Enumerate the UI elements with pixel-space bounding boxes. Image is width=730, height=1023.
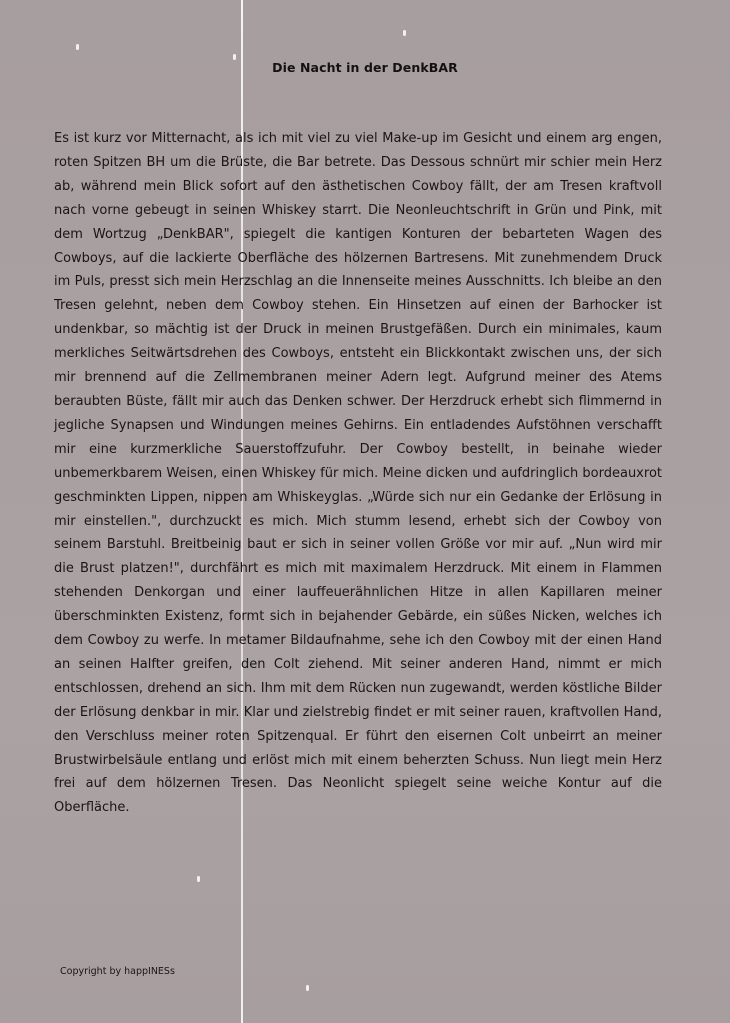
- glass-speck: [403, 30, 406, 36]
- glass-speck: [197, 876, 200, 882]
- copyright-notice: Copyright by happINESs: [60, 966, 175, 977]
- glass-speck: [306, 985, 309, 991]
- page-title: Die Nacht in der DenkBAR: [272, 60, 458, 76]
- story-text: [54, 127, 662, 820]
- glass-speck: [233, 54, 236, 60]
- glass-speck: [76, 44, 79, 50]
- story-paragraph: Es ist kurz vor Mitternacht, als ich mit viel zu viel Make-up im Gesicht und einem arg engen, roten Spitzen BH um die Brüste, die Bar betrete. Das Dessous schnürt mir schier mein Herz ab, während mein Blick sofort auf den ästhetischen Cowboy fällt, der am Tresen kraftvoll nach vorne gebeugt in seinen Whiskey starrt. Die Neonleuchtschrift in Grün und Pink, mit dem Wortzug „DenkBAR", spiegelt die kantigen Konturen der bebarteten Wagen des Cowboys, auf die lackierte Oberfläche des hölzernen Bartresens. Mit zunehmendem Druck im Puls, presst sich mein Herzschlag an die Innenseite meines Ausschnitts. Ich bleibe an den Tresen gelehnt, neben dem Cowboy stehen. Ein Hinsetzen auf einen der Barhocker ist undenkbar, so mächtig ist der Druck in meinen Brustgefäßen. Durch ein minimales, kaum merkliches Seitwärtsdrehen des Cowboys, entsteht ein Blickkontakt zwischen uns, der sich mir brennend auf die Zellmembranen meiner Adern legt. Aufgrund meiner des Atems beraubten Büste, fällt mir auch das Denken schwer. Der Herzdruck erhebt sich flimmernd in jegliche Synapsen und Windungen meines Gehirns. Ein entladendes Aufstöhnen verschafft mir eine kurzmerkliche Sauerstoffzufuhr. Der Cowboy bestellt, in beinahe wieder unbemerkbarem Weisen, einen Whiskey für mich. Meine dicken und aufdringlich bordeauxrot geschminkten Lippen, nippen am Whiskeyglas. „Würde sich nur ein Gedanke der Erlösung in mir einstellen.", durchzuckt es mich. Mich stumm lesend, erhebt sich der Cowboy von seinem Barstuhl. Breitbeinig baut er sich in seiner vollen Größe vor mir auf. „Nun wird mir die Brust platzen!", durchfährt es mich mit maximalem Herzdruck. Mit einem in Flammen stehenden Denkorgan und einer lauffeuerähnlichen Hitze in allen Kapillaren meiner überschminkten Existenz, formt sich in bejahender Gebärde, ein süßes Nicken, welches ich dem Cowboy zu werfe. In metamer Bildaufnahme, sehe ich den Cowboy mit der einen Hand an seinen Halfter greifen, den Colt ziehend. Mit seiner anderen Hand, nimmt er mich entschlossen, drehend an sich. Ihm mit dem Rücken nun zugewandt, werden köstliche Bilder der Erlösung denkbar in mir. Klar und zielstrebig findet er mit seiner rauen, kraftvollen Hand, den Verschluss meiner roten Spitzenqual. Er führt den eisernen Colt unbeirrt an meiner Brustwirbelsäule entlang und erlöst mich mit einem beherzten Schuss. Nun liegt mein Herz frei auf dem hölzernen Tresen. Das Neonlicht spiegelt seine weiche Kontur auf die Oberfläche.: [54, 131, 662, 816]
